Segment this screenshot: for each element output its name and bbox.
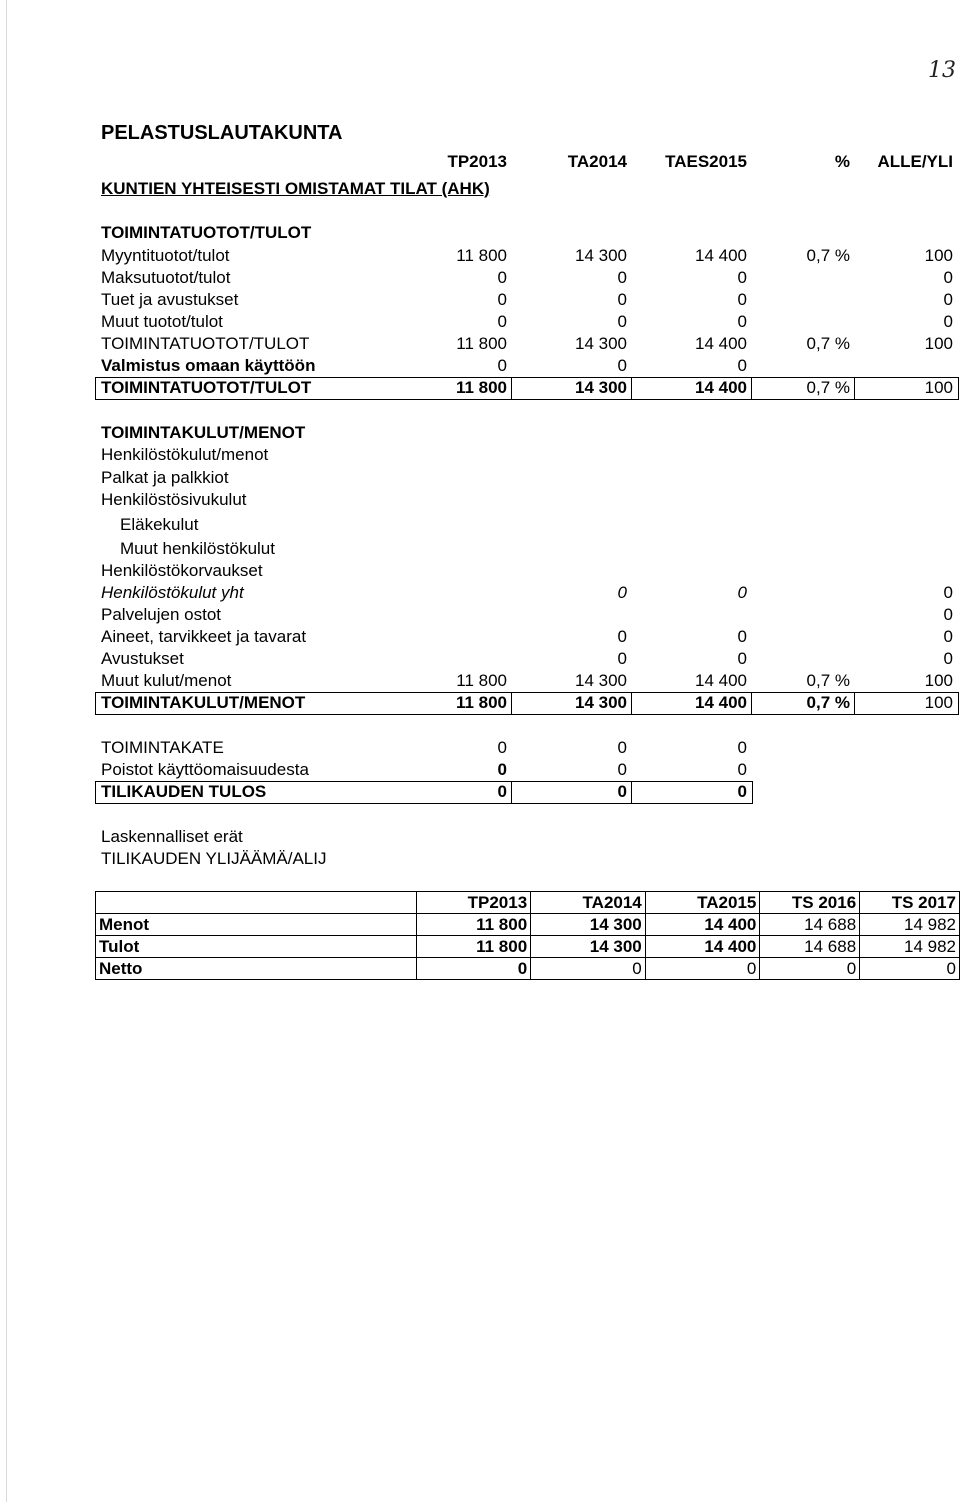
cell-tp2013: 11 800 [456,246,507,265]
row-label: Eläkekulut [120,515,199,534]
row-label: Muut kulut/menot [101,671,232,690]
cell-percent: 0,7 % [806,378,850,397]
section-subtitle: KUNTIEN YHTEISESTI OMISTAMAT TILAT (AHK) [101,179,490,198]
cell-ta2014: 14 300 [575,378,627,397]
cell-alle-yli: 100 [924,334,953,353]
cell-ta2014: 0 [617,356,627,375]
cell-tp2013: 0 [497,268,507,287]
summary-header-ta2015: TA2015 [645,892,760,914]
summary-header-ta2014: TA2014 [531,892,646,914]
table-row [0,245,960,267]
summary-header-tp2013: TP2013 [416,892,531,914]
cell-ta2014: 0 [617,583,627,602]
cell-taes2015: 0 [737,782,747,801]
column-header-row [0,151,960,173]
cell-ta2014: 0 [617,290,627,309]
cell-alle-yli: 0 [943,627,953,646]
table-row [0,604,960,626]
summary-header-ts2017: TS 2017 [860,892,960,914]
cell-ta2014: 14 300 [531,914,646,936]
row-label: Henkilöstösivukulut [101,490,247,509]
cell-ta2014: 0 [617,649,627,668]
row-label: Valmistus omaan käyttöön [101,356,316,375]
table-row [0,489,960,511]
row-label: TOIMINTATUOTOT/TULOT [101,378,312,397]
cell-ts2017: 14 982 [860,914,960,936]
cell-tp2013: 0 [497,782,507,801]
row-label: TILIKAUDEN TULOS [101,782,267,801]
cell-ta2014: 14 300 [575,671,627,690]
result-total-row [0,781,960,803]
cell-taes2015: 0 [737,268,747,287]
income-total-row [0,377,960,399]
table-row [0,759,960,781]
summary-label-menot: Menot [96,914,417,936]
cell-ts2017: 0 [860,958,960,980]
table-row [0,538,960,560]
row-label: TOIMINTAKATE [101,738,224,757]
cell-percent: 0,7 % [806,246,850,265]
row-label: Avustukset [101,649,184,668]
table-row [96,936,960,958]
col-header-alle-yli: ALLE/YLI [877,152,953,171]
cell-taes2015: 0 [737,290,747,309]
cell-percent: 0,7 % [806,693,850,712]
cell-tp2013: 11 800 [455,378,507,397]
row-label: Myyntituotot/tulot [101,246,230,265]
summary-header-row [96,892,960,914]
cell-ts2016: 0 [760,958,860,980]
row-label: Maksutuotot/tulot [101,268,231,287]
col-header-taes2015: TAES2015 [665,152,747,171]
col-header-percent: % [834,152,850,171]
cell-tp2013: 0 [497,738,507,757]
cell-ta2014: 0 [617,738,627,757]
cell-taes2015: 14 400 [695,671,747,690]
cell-taes2015: 0 [737,627,747,646]
row-label: Muut tuotot/tulot [101,312,223,331]
table-row [96,958,960,980]
cell-ta2015: 14 400 [645,914,760,936]
table-row [0,355,960,377]
cell-ta2015: 14 400 [645,936,760,958]
expenses-heading: TOIMINTAKULUT/MENOT [101,423,306,442]
row-label: Henkilöstökulut yht [101,583,244,602]
cell-alle-yli: 100 [924,693,953,712]
table-row [0,267,960,289]
row-label: TOIMINTATUOTOT/TULOT [101,334,310,353]
col-header-ta2014: TA2014 [567,152,627,171]
summary-label-tulot: Tulot [96,936,417,958]
income-heading: TOIMINTATUOTOT/TULOT [101,223,312,242]
cell-ts2017: 14 982 [860,936,960,958]
cell-ta2014: 0 [617,760,627,779]
laskennalliset-label: Laskennalliset erät [101,827,243,846]
cell-tp2013: 0 [416,958,531,980]
cell-ta2014: 14 300 [575,693,627,712]
summary-header-ts2016: TS 2016 [760,892,860,914]
cell-tp2013: 11 800 [416,914,531,936]
cell-ta2014: 0 [617,312,627,331]
cell-ta2014: 0 [617,627,627,646]
expenses-heading-row [0,422,960,444]
cell-tp2013: 0 [497,356,507,375]
table-row [0,670,960,692]
cell-taes2015: 0 [737,356,747,375]
cell-alle-yli: 0 [943,583,953,602]
row-label: Aineet, tarvikkeet ja tavarat [101,627,307,646]
table-row [0,626,960,648]
subtitle-row [0,178,960,200]
summary-table [95,891,960,980]
cell-ta2014: 0 [617,782,627,801]
table-row [96,914,960,936]
row-label: Palkat ja palkkiot [101,468,229,487]
cell-taes2015: 14 400 [695,693,747,712]
row-label: Henkilöstökulut/menot [101,445,269,464]
page-title: PELASTUSLAUTAKUNTA [101,122,343,144]
cell-tp2013: 11 800 [416,936,531,958]
cell-alle-yli: 100 [924,246,953,265]
cell-ta2015: 0 [645,958,760,980]
table-row [0,737,960,759]
summary-label-netto: Netto [96,958,417,980]
table-row [0,582,960,604]
cell-ta2014: 14 300 [575,334,627,353]
ylijaama-row [0,848,960,870]
cell-taes2015: 14 400 [695,246,747,265]
cell-taes2015: 0 [737,760,747,779]
cell-taes2015: 0 [737,312,747,331]
cell-taes2015: 0 [737,649,747,668]
row-label: Muut henkilöstökulut [120,539,275,558]
page-number: 13 [928,58,956,83]
cell-alle-yli: 0 [943,268,953,287]
cell-ts2016: 14 688 [760,914,860,936]
cell-ta2014: 14 300 [531,936,646,958]
table-row [0,514,960,536]
table-row [0,467,960,489]
cell-tp2013: 11 800 [456,334,507,353]
cell-ta2014: 0 [531,958,646,980]
cell-tp2013: 11 800 [455,693,507,712]
table-row [0,333,960,355]
summary-header-blank [96,892,417,914]
cell-alle-yli: 0 [943,605,953,624]
table-row [0,560,960,582]
table-row [0,311,960,333]
cell-percent: 0,7 % [806,671,850,690]
laskennalliset-row [0,826,960,848]
cell-alle-yli: 100 [924,378,953,397]
cell-tp2013: 0 [497,312,507,331]
cell-taes2015: 14 400 [695,334,747,353]
table-row [0,648,960,670]
cell-alle-yli: 100 [924,671,953,690]
table-row [0,444,960,466]
ylijaama-label: TILIKAUDEN YLIJÄÄMÄ/ALIJ [101,849,327,868]
row-label: Henkilöstökorvaukset [101,561,263,580]
income-heading-row [0,222,960,244]
expenses-total-row [0,692,960,714]
cell-ts2016: 14 688 [760,936,860,958]
cell-ta2014: 0 [617,268,627,287]
cell-taes2015: 14 400 [695,378,747,397]
row-label: Tuet ja avustukset [101,290,239,309]
row-label: Poistot käyttöomaisuudesta [101,760,309,779]
cell-percent: 0,7 % [806,334,850,353]
cell-alle-yli: 0 [943,649,953,668]
cell-taes2015: 0 [737,583,747,602]
table-row [0,289,960,311]
cell-alle-yli: 0 [943,312,953,331]
cell-ta2014: 14 300 [575,246,627,265]
row-label: TOIMINTAKULUT/MENOT [101,693,306,712]
cell-tp2013: 11 800 [456,671,507,690]
cell-taes2015: 0 [737,738,747,757]
cell-alle-yli: 0 [943,290,953,309]
cell-tp2013: 0 [497,760,507,779]
cell-tp2013: 0 [497,290,507,309]
col-header-tp2013: TP2013 [447,152,507,171]
row-label: Palvelujen ostot [101,605,222,624]
